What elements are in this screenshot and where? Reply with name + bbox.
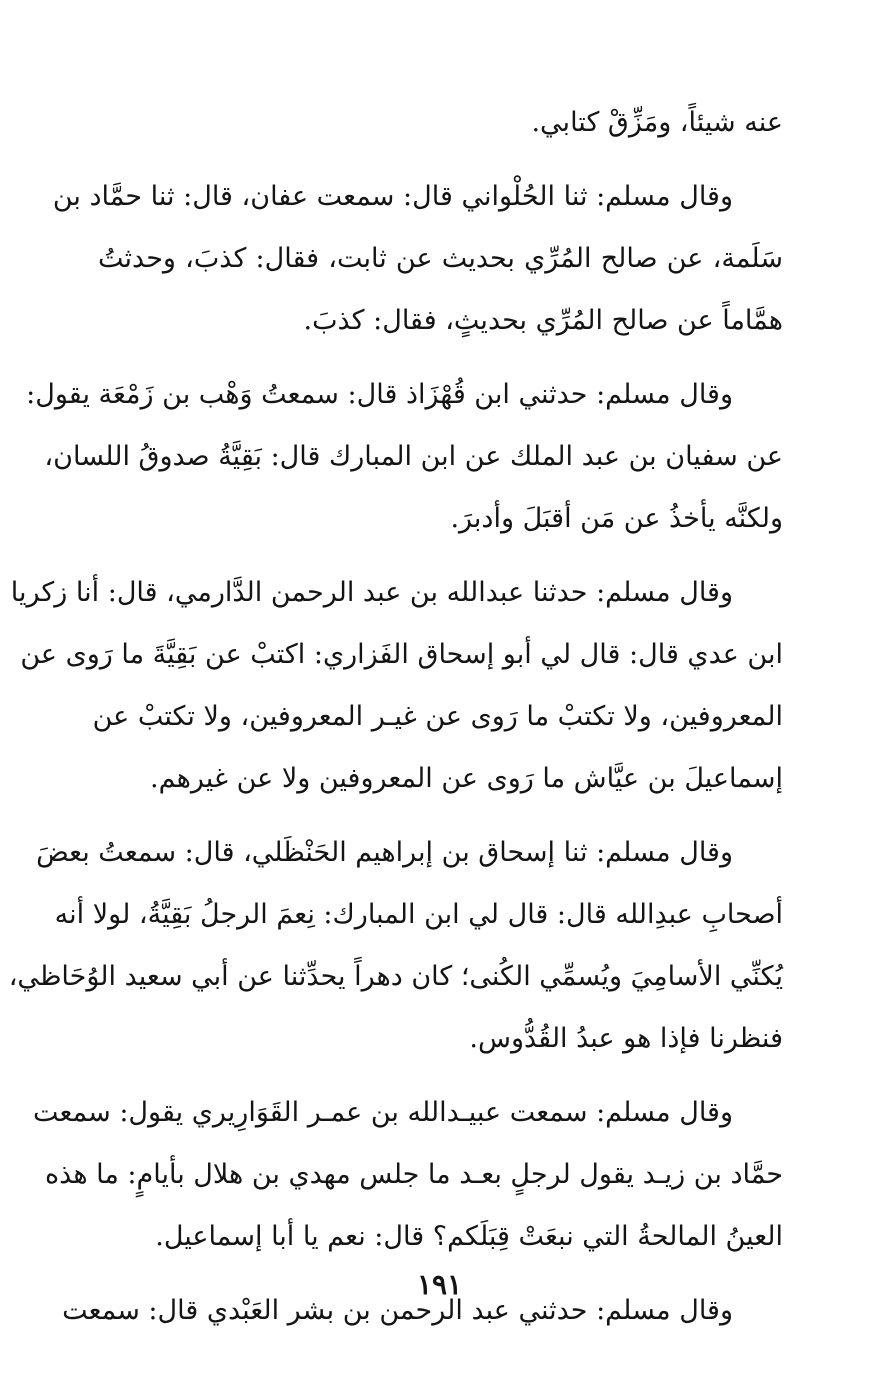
- text-line: إسماعيلَ بن عيَّاش ما رَوى عن المعروفين ولا عن غيرهم.: [150, 763, 783, 794]
- text-line: ولكنَّه يأخذُ عن مَن أقبَلَ وأدبرَ.: [450, 503, 783, 534]
- text-line: وقال مسلم: سمعت عبيـدالله بن عمـر القَوَارِيري يقول: سمعت: [32, 1097, 733, 1128]
- text-line: وقال مسلم: ثنا إسحاق بن إبراهيم الحَنْظَلي، قال: سمعتُ بعضَ: [36, 837, 733, 868]
- page-number: ١٩١: [416, 1268, 463, 1301]
- text-column: [8, 92, 783, 1342]
- text-line: همَّاماً عن صالح المُرِّي بحديثٍ، فقال: كذبَ.: [303, 305, 783, 336]
- text-line: العينُ المالحةُ التي نبعَتْ قِبَلَكم؟ قال: نعم يا أبا إسماعيل.: [155, 1221, 783, 1252]
- text-line: وقال مسلم: حدثنا عبدالله بن عبد الرحمن الدَّارمي، قال: أنا زكريا: [10, 577, 733, 608]
- text-line: وقال مسلم: حدثني عبد الرحمن بن بشر العَبْدي قال: سمعت: [62, 1295, 733, 1326]
- text-line: ابن عدي قال: قال لي أبو إسحاق الفَزاري: اكتبْ عن بَقِيَّةَ ما رَوى عن: [20, 639, 783, 670]
- text-line: وقال مسلم: ثنا الحُلْواني قال: سمعت عفان، قال: ثنا حمَّاد بن: [52, 181, 733, 212]
- text-line: أصحابِ عبدِالله قال: قال لي ابن المبارك: نِعمَ الرجلُ بَقِيَّةُ، لولا أنه: [54, 899, 783, 930]
- text-line: حمَّاد بن زيـد يقول لرجلٍ بعـد ما جلس مهدي بن هلال بأيامٍ: ما هذه: [45, 1159, 783, 1190]
- text-line: يُكنِّي الأسامِيَ ويُسمِّي الكُنى؛ كان دهراً يحدِّثنا عن أبي سعيد الوُحَاظي،: [8, 961, 783, 992]
- text-line: عنه شيئاً، ومَزِّقْ كتابي.: [531, 107, 783, 138]
- text-line: المعروفين، ولا تكتبْ ما رَوى عن غيـر المعروفين، ولا تكتبْ عن: [92, 701, 783, 732]
- text-line: سَلَمة، عن صالح المُرِّي بحديث عن ثابت، فقال: كذبَ، وحدثتُ: [98, 243, 783, 274]
- text-line: فنظرنا فإذا هو عبدُ القُدُّوس.: [469, 1023, 783, 1054]
- text-line: وقال مسلم: حدثني ابن قُهْزَاذ قال: سمعتُ وَهْب بن زَمْعَة يقول:: [26, 379, 733, 410]
- text-line: عن سفيان بن عبد الملك عن ابن المبارك قال: بَقِيَّةُ صدوقُ اللسان،: [44, 441, 783, 472]
